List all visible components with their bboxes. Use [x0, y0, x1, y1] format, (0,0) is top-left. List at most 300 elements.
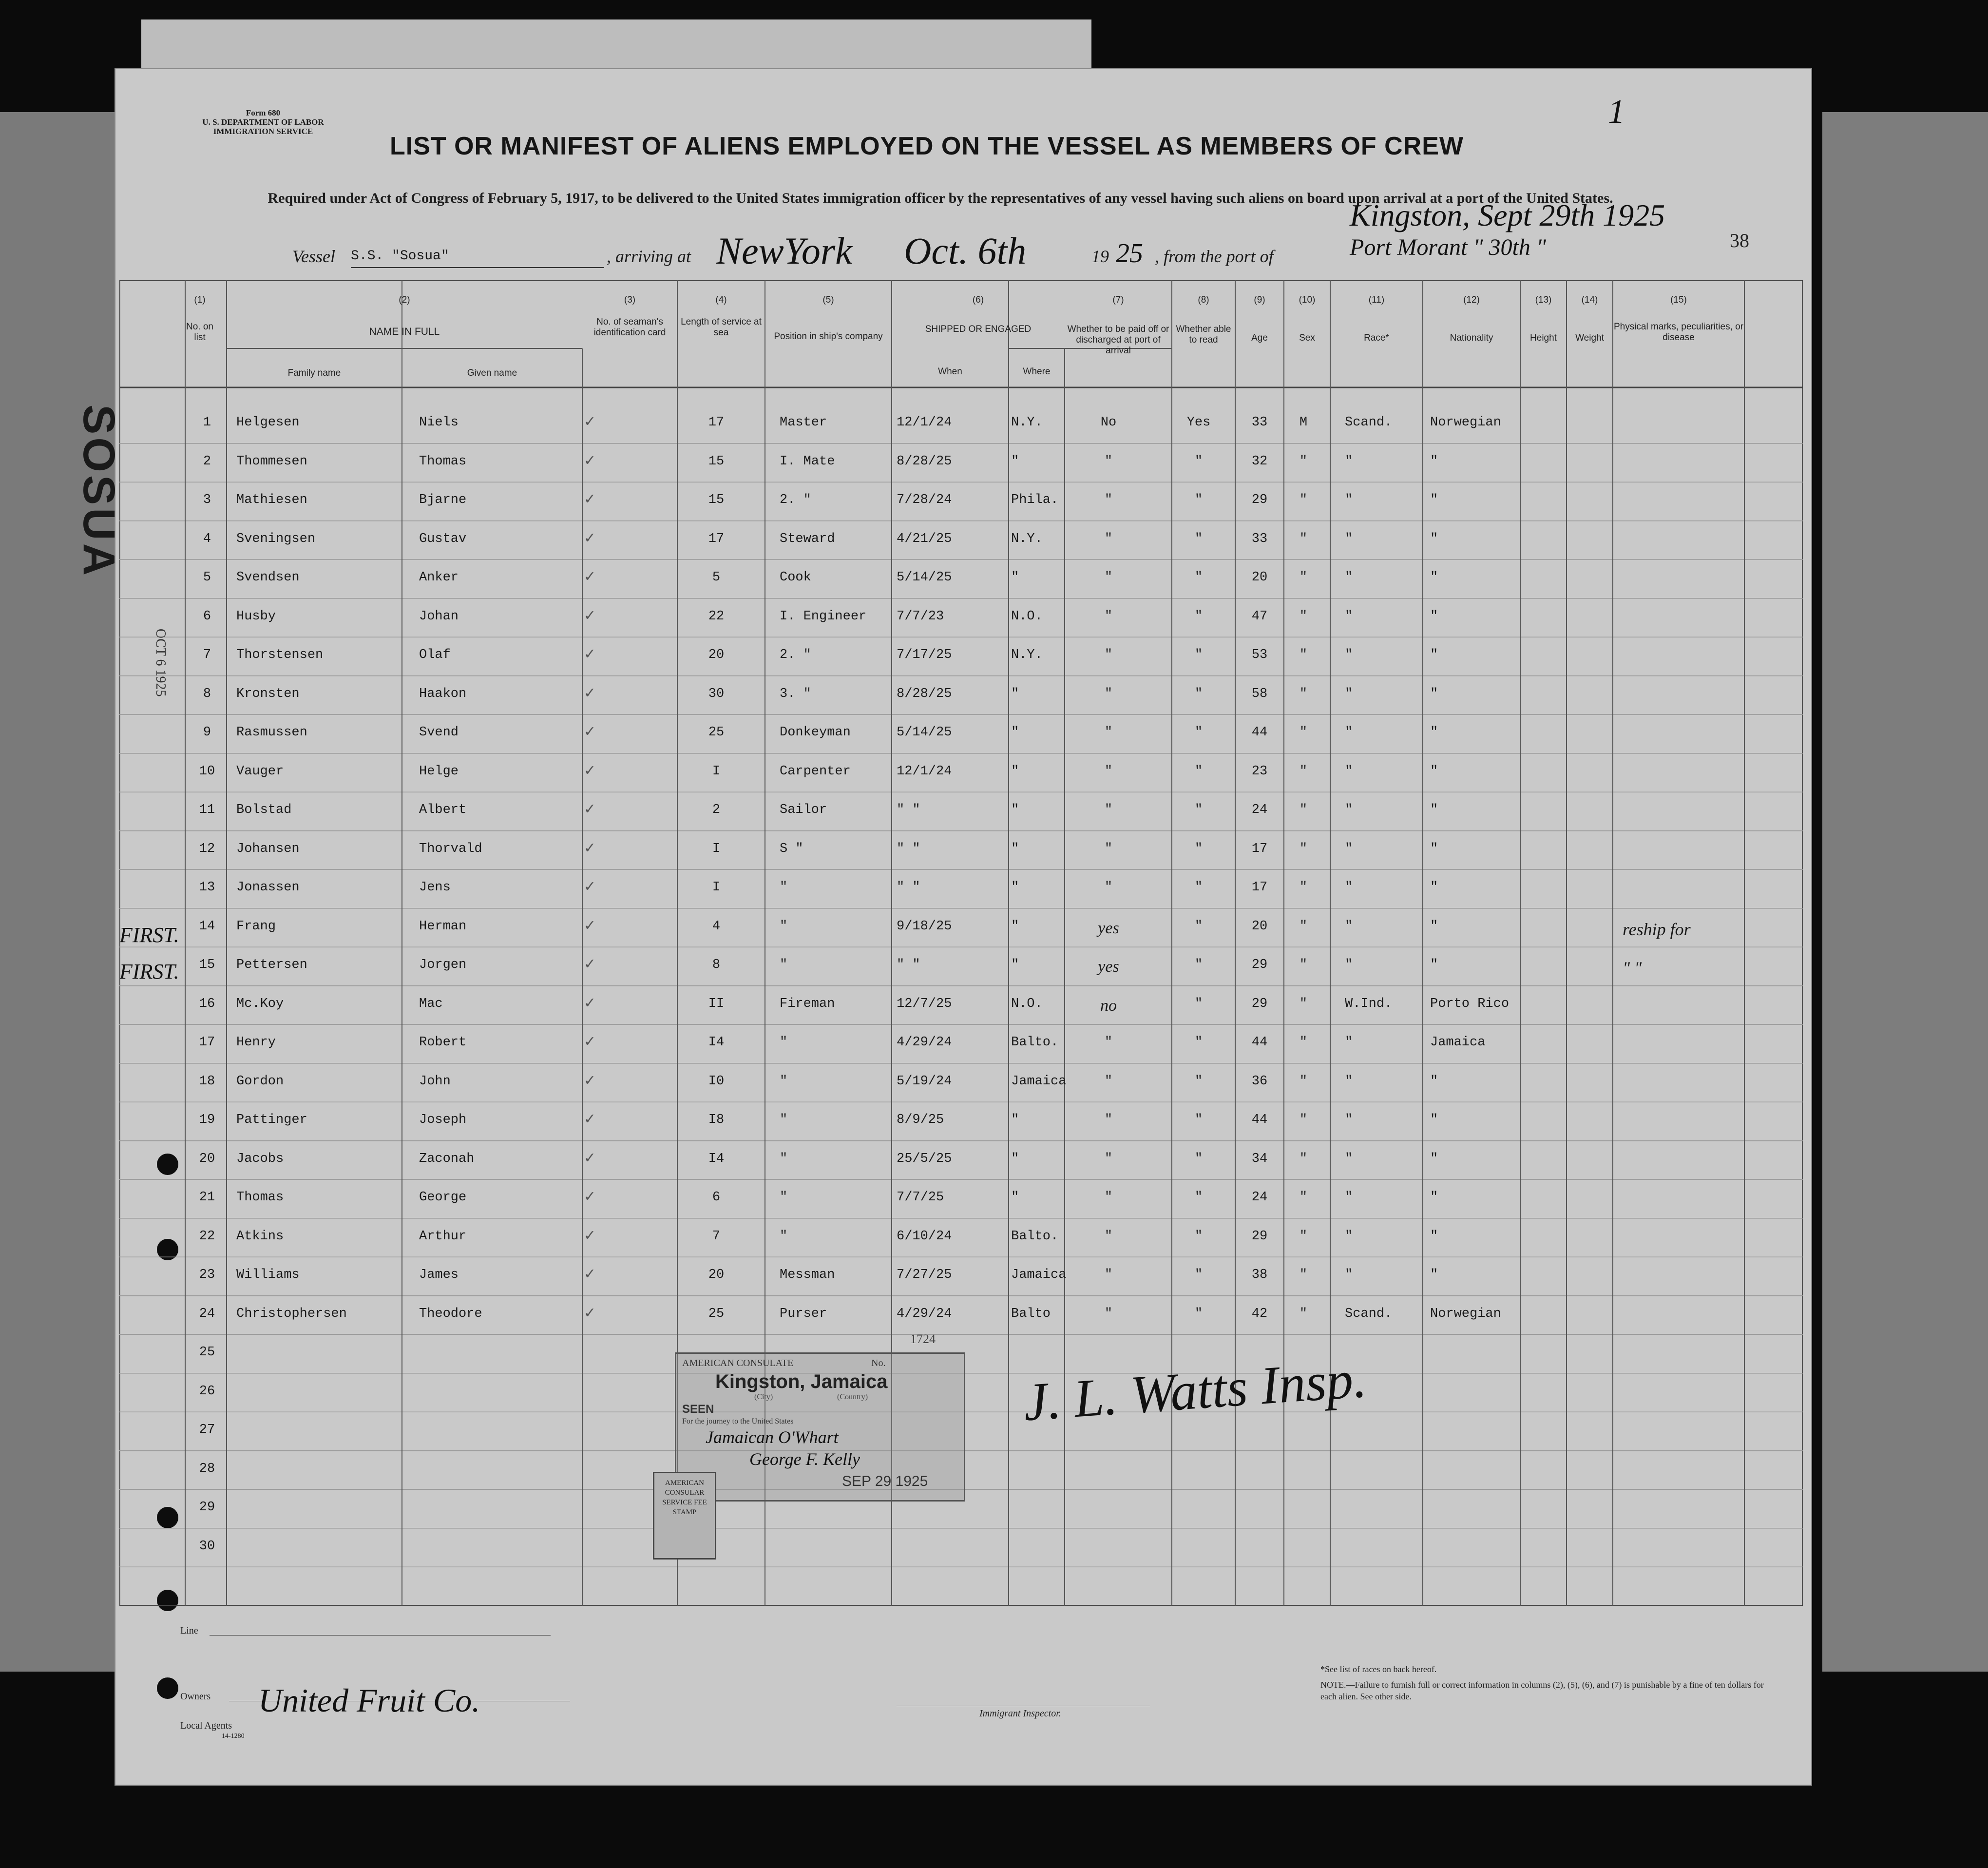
- cell-sex: ": [1299, 1268, 1308, 1282]
- cell-service-length: 6: [712, 1190, 721, 1205]
- cell-shipped-where: ": [1011, 880, 1019, 895]
- line-underline: [210, 1635, 551, 1636]
- cell-race: ": [1345, 880, 1353, 895]
- cell-given-name: Gustav: [419, 531, 467, 546]
- cell-given-name: George: [419, 1190, 467, 1205]
- col12-number: (12): [1463, 295, 1480, 305]
- cell-position: 2. ": [780, 493, 811, 507]
- cell-race: ": [1345, 1229, 1353, 1244]
- arrival-date: Oct. 6th: [904, 230, 1027, 272]
- cell-service-length: 8: [712, 958, 721, 972]
- cell-shipped-where: Balto.: [1011, 1229, 1059, 1244]
- cell-sex: ": [1299, 1306, 1308, 1321]
- page-title: LIST OR MANIFEST OF ALIENS EMPLOYED ON THE VESSEL AS MEMBERS OF CREW: [390, 132, 1464, 160]
- footer-inspector-label: Immigrant Inspector.: [979, 1708, 1061, 1719]
- adjacent-page-right: [1822, 112, 1988, 1672]
- cell-family-name: Jonassen: [236, 880, 300, 895]
- cell-service-length: II: [708, 996, 725, 1011]
- cell-sex: ": [1299, 1151, 1308, 1166]
- cell-row-number: 18: [199, 1074, 215, 1089]
- cell-given-name: Thorvald: [419, 841, 482, 856]
- cell-service-length: 17: [708, 415, 725, 430]
- cell-shipped-where: N.O.: [1011, 996, 1043, 1011]
- from-port-label: , from the port of: [1155, 247, 1274, 266]
- cell-sex: ": [1299, 609, 1308, 624]
- cell-family-name: Helgesen: [236, 415, 300, 430]
- cell-nationality: ": [1430, 725, 1438, 740]
- departure-port-1: Kingston, Sept 29th 1925: [1350, 198, 1665, 232]
- vessel-label: Vessel: [292, 247, 335, 266]
- cell-row-number: 3: [203, 493, 211, 507]
- cell-sex: ": [1299, 1190, 1308, 1205]
- cell-nationality: Jamaica: [1430, 1035, 1486, 1050]
- cell-service-length: I4: [708, 1151, 725, 1166]
- cell-row-number: 27: [199, 1423, 215, 1437]
- cell-race: ": [1345, 686, 1353, 701]
- cell-nationality: ": [1430, 454, 1438, 469]
- cell-row-number: 15: [199, 958, 215, 972]
- id-card-check-mark: ✓: [585, 801, 595, 819]
- form-number: Form 680: [246, 108, 281, 117]
- id-card-check-mark: ✓: [585, 1111, 595, 1129]
- cell-race: Scand.: [1345, 1306, 1393, 1321]
- owners-name: United Fruit Co.: [258, 1682, 480, 1719]
- stamp-no-label: No.: [871, 1358, 886, 1368]
- footer-line-label: Line: [180, 1625, 198, 1636]
- cell-shipped-when: 12/1/24: [897, 415, 952, 430]
- cell-shipped-when: " ": [897, 880, 920, 895]
- col-header-given-name: Given name: [467, 368, 517, 378]
- cell-sex: ": [1299, 725, 1308, 740]
- cell-service-length: 20: [708, 648, 725, 662]
- cell-service-length: 15: [708, 454, 725, 469]
- cell-family-name: Vauger: [236, 764, 284, 779]
- consulate-stamp: [675, 1332, 965, 1502]
- cell-service-length: 22: [708, 609, 725, 624]
- cell-shipped-where: N.Y.: [1011, 415, 1043, 430]
- cell-shipped-where: ": [1011, 841, 1019, 856]
- cell-shipped-when: 7/28/24: [897, 493, 952, 507]
- service-name: IMMIGRATION SERVICE: [213, 127, 313, 136]
- stamp-date: SEP 29 1925: [842, 1473, 928, 1489]
- cell-shipped-where: ": [1011, 570, 1019, 585]
- cell-row-number: 19: [199, 1113, 215, 1127]
- id-card-check-mark: ✓: [585, 491, 595, 509]
- cell-age: 20: [1251, 570, 1268, 585]
- cell-able-to-read: ": [1194, 919, 1203, 934]
- cell-position: 3. ": [780, 686, 811, 701]
- stamp-handwriting-2: George F. Kelly: [749, 1449, 860, 1469]
- form-identifier: [175, 108, 351, 136]
- cell-shipped-where: ": [1011, 454, 1019, 469]
- cell-sex: ": [1299, 1229, 1308, 1244]
- cell-able-to-read: ": [1194, 841, 1203, 856]
- cell-able-to-read: ": [1194, 1151, 1203, 1166]
- cell-sex: ": [1299, 686, 1308, 701]
- cell-sex: ": [1299, 919, 1308, 934]
- cell-position: ": [780, 919, 788, 934]
- cell-age: 24: [1251, 1190, 1268, 1205]
- cell-row-number: 1: [203, 415, 211, 430]
- cell-shipped-where: ": [1011, 803, 1019, 817]
- col-header-position: Position in ship's company: [774, 331, 883, 342]
- cell-paid-off: ": [1104, 1306, 1113, 1321]
- cell-position: Sailor: [780, 803, 827, 817]
- cell-age: 23: [1251, 764, 1268, 779]
- col5-number: (5): [822, 295, 834, 305]
- stamp-journey: For the journey to the United States: [682, 1417, 794, 1425]
- cell-paid-off: no: [1100, 996, 1117, 1015]
- cell-position: ": [780, 1035, 788, 1050]
- cell-able-to-read: ": [1194, 1190, 1203, 1205]
- arrival-port: NewYork: [716, 230, 852, 272]
- cell-shipped-when: 5/19/24: [897, 1074, 952, 1089]
- cell-age: 29: [1251, 1229, 1268, 1244]
- cell-service-length: 25: [708, 1306, 725, 1321]
- cell-sex: ": [1299, 1035, 1308, 1050]
- id-card-check-mark: ✓: [585, 878, 595, 897]
- cell-sex: ": [1299, 531, 1308, 546]
- cell-nationality: ": [1430, 570, 1438, 585]
- col-header-physical-marks: Physical marks, peculiarities, or disease: [1613, 322, 1744, 343]
- cell-shipped-when: 9/18/25: [897, 919, 952, 934]
- cell-nationality: ": [1430, 493, 1438, 507]
- cell-race: ": [1345, 531, 1353, 546]
- cell-given-name: John: [419, 1074, 451, 1089]
- cell-sex: ": [1299, 803, 1308, 817]
- cell-given-name: Albert: [419, 803, 467, 817]
- cell-shipped-where: ": [1011, 1190, 1019, 1205]
- cell-nationality: Porto Rico: [1430, 996, 1510, 1011]
- id-card-check-mark: ✓: [585, 1266, 595, 1284]
- col-header-race: Race*: [1364, 333, 1389, 343]
- cell-shipped-when: 7/27/25: [897, 1268, 952, 1282]
- cell-row-number: 5: [203, 570, 211, 585]
- cell-row-number: 21: [199, 1190, 215, 1205]
- cell-nationality: ": [1430, 1268, 1438, 1282]
- cell-paid-off: ": [1104, 493, 1113, 507]
- cell-family-name: Christophersen: [236, 1306, 347, 1321]
- cell-nationality: ": [1430, 1229, 1438, 1244]
- cell-row-number: 9: [203, 725, 211, 740]
- vessel-name: S.S. "Sosua": [351, 249, 449, 264]
- cell-race: ": [1345, 570, 1353, 585]
- col8-number: (8): [1198, 295, 1209, 305]
- cell-race: ": [1345, 1113, 1353, 1127]
- id-card-check-mark: ✓: [585, 956, 595, 974]
- cell-shipped-where: N.O.: [1011, 609, 1043, 624]
- cell-position: Steward: [780, 531, 835, 546]
- cell-position: ": [780, 1229, 788, 1244]
- cell-paid-off: ": [1104, 1074, 1113, 1089]
- cell-shipped-when: 25/5/25: [897, 1151, 952, 1166]
- cell-nationality: ": [1430, 958, 1438, 972]
- cell-shipped-when: 8/28/25: [897, 686, 952, 701]
- stamp-city: Kingston, Jamaica: [715, 1371, 888, 1392]
- cell-service-length: I0: [708, 1074, 725, 1089]
- cell-age: 53: [1251, 648, 1268, 662]
- cell-service-length: 25: [708, 725, 725, 740]
- id-card-check-mark: ✓: [585, 413, 595, 432]
- cell-age: 17: [1251, 880, 1268, 895]
- col-header-sex: Sex: [1299, 333, 1315, 343]
- cell-nationality: ": [1430, 1074, 1438, 1089]
- cell-row-number: 13: [199, 880, 215, 895]
- cell-nationality: ": [1430, 764, 1438, 779]
- cell-shipped-where: ": [1011, 1151, 1019, 1166]
- cell-shipped-when: 7/17/25: [897, 648, 952, 662]
- cell-service-length: I: [712, 764, 721, 779]
- cell-paid-off: ": [1104, 725, 1113, 740]
- cell-shipped-when: 12/7/25: [897, 996, 952, 1011]
- cell-age: 34: [1251, 1151, 1268, 1166]
- cell-position: ": [780, 1113, 788, 1127]
- cell-nationality: Norwegian: [1430, 415, 1501, 430]
- footer-form-ref: 14-1280: [222, 1733, 245, 1740]
- cell-given-name: Robert: [419, 1035, 467, 1050]
- cell-sex: ": [1299, 1074, 1308, 1089]
- cell-given-name: Helge: [419, 764, 459, 779]
- cell-position: Purser: [780, 1306, 827, 1321]
- col-header-service-length: Length of service at sea: [681, 317, 762, 338]
- cell-paid-off: yes: [1098, 919, 1119, 937]
- cell-service-length: 2: [712, 803, 721, 817]
- cell-shipped-when: 4/21/25: [897, 531, 952, 546]
- cell-sex: M: [1299, 415, 1308, 430]
- cell-row-number: 2: [203, 454, 211, 469]
- cell-nationality: ": [1430, 880, 1438, 895]
- arriving-label: , arriving at: [607, 247, 691, 266]
- cell-shipped-where: Balto: [1011, 1306, 1051, 1321]
- cell-given-name: Anker: [419, 570, 459, 585]
- cell-shipped-where: ": [1011, 1113, 1019, 1127]
- cell-paid-off: ": [1104, 1190, 1113, 1205]
- cell-service-length: I: [712, 880, 721, 895]
- cell-age: 20: [1251, 919, 1268, 934]
- cell-shipped-where: Jamaica: [1011, 1268, 1067, 1282]
- cell-position: Messman: [780, 1268, 835, 1282]
- cell-position: I. Engineer: [780, 609, 867, 624]
- date-stamp: OCT 6 1925: [153, 629, 168, 697]
- col-header-shipped-where: Where: [1023, 366, 1051, 377]
- cell-given-name: Herman: [419, 919, 467, 934]
- cell-given-name: Mac: [419, 996, 443, 1011]
- cell-sex: ": [1299, 880, 1308, 895]
- cell-given-name: Arthur: [419, 1229, 467, 1244]
- cell-sex: ": [1299, 570, 1308, 585]
- cell-race: ": [1345, 841, 1353, 856]
- cell-row-number: 28: [199, 1461, 215, 1476]
- id-card-check-mark: ✓: [585, 529, 595, 548]
- cell-position: S ": [780, 841, 803, 856]
- cell-nationality: ": [1430, 919, 1438, 934]
- cell-age: 44: [1251, 725, 1268, 740]
- footer-owners-label: Owners: [180, 1691, 211, 1702]
- id-card-check-mark: ✓: [585, 917, 595, 936]
- cell-family-name: Bolstad: [236, 803, 292, 817]
- cell-given-name: Niels: [419, 415, 459, 430]
- cell-able-to-read: ": [1194, 1229, 1203, 1244]
- cell-race: ": [1345, 493, 1353, 507]
- id-card-check-mark: ✓: [585, 1072, 595, 1091]
- col-header-family-name: Family name: [287, 368, 341, 378]
- cell-given-name: Thomas: [419, 454, 467, 469]
- cell-age: 29: [1251, 958, 1268, 972]
- cell-race: ": [1345, 919, 1353, 934]
- cell-row-number: 29: [199, 1500, 215, 1515]
- cell-age: 38: [1251, 1268, 1268, 1282]
- col-header-age: Age: [1251, 333, 1268, 343]
- cell-sex: ": [1299, 454, 1308, 469]
- col11-number: (11): [1368, 295, 1385, 305]
- cell-race: ": [1345, 609, 1353, 624]
- cell-given-name: Haakon: [419, 686, 467, 701]
- cell-shipped-where: Jamaica: [1011, 1074, 1067, 1089]
- col-header-paid-off: Whether to be paid off or discharged at port of arrival: [1067, 324, 1169, 356]
- cell-row-number: 25: [199, 1345, 215, 1360]
- cell-paid-off: ": [1104, 1151, 1113, 1166]
- cell-paid-off: ": [1104, 686, 1113, 701]
- col-header-shipped-when: When: [938, 366, 962, 377]
- cell-able-to-read: ": [1194, 454, 1203, 469]
- cell-able-to-read: ": [1194, 1074, 1203, 1089]
- cell-shipped-where: Balto.: [1011, 1035, 1059, 1050]
- cell-shipped-where: ": [1011, 958, 1019, 972]
- cell-paid-off: ": [1104, 454, 1113, 469]
- id-card-check-mark: ✓: [585, 839, 595, 858]
- cell-able-to-read: ": [1194, 996, 1203, 1011]
- cell-age: 24: [1251, 803, 1268, 817]
- cell-able-to-read: ": [1194, 648, 1203, 662]
- cell-position: Donkeyman: [780, 725, 851, 740]
- cell-able-to-read: ": [1194, 803, 1203, 817]
- cell-able-to-read: ": [1194, 725, 1203, 740]
- cell-given-name: Johan: [419, 609, 459, 624]
- cell-position: I. Mate: [780, 454, 835, 469]
- col-header-nationality: Nationality: [1450, 333, 1493, 343]
- cell-shipped-where: Phila.: [1011, 493, 1059, 507]
- department-name: U. S. DEPARTMENT OF LABOR: [202, 117, 324, 127]
- cell-family-name: Kronsten: [236, 686, 300, 701]
- cell-row-number: 22: [199, 1229, 215, 1244]
- cell-service-length: 7: [712, 1229, 721, 1244]
- first-mark-row-14: FIRST.: [119, 923, 179, 947]
- page-subtitle: Required under Act of Congress of February 5, 1917, to be delivered to the United States immigration officer by the representatives of any vessel having such aliens on board upon arrival at a port of the United States.: [268, 190, 1613, 206]
- cell-sex: ": [1299, 958, 1308, 972]
- cell-paid-off: ": [1104, 1268, 1113, 1282]
- col-header-shipped: SHIPPED OR ENGAGED: [925, 324, 1032, 334]
- cell-given-name: Jens: [419, 880, 451, 895]
- id-card-check-mark: ✓: [585, 1033, 595, 1052]
- id-card-check-mark: ✓: [585, 994, 595, 1013]
- cell-sex: ": [1299, 764, 1308, 779]
- cell-shipped-where: ": [1011, 919, 1019, 934]
- col13-number: (13): [1535, 295, 1552, 305]
- id-card-check-mark: ✓: [585, 684, 595, 703]
- cell-able-to-read: ": [1194, 609, 1203, 624]
- cell-shipped-when: " ": [897, 803, 920, 817]
- cell-service-length: 5: [712, 570, 721, 585]
- cell-service-length: I: [712, 841, 721, 856]
- cell-position: Fireman: [780, 996, 835, 1011]
- cell-paid-off: ": [1104, 609, 1113, 624]
- col2-number: (2): [399, 295, 410, 305]
- cell-shipped-where: ": [1011, 764, 1019, 779]
- cell-nationality: ": [1430, 803, 1438, 817]
- cell-sex: ": [1299, 996, 1308, 1011]
- cell-shipped-when: 7/7/25: [897, 1190, 944, 1205]
- cell-sex: ": [1299, 841, 1308, 856]
- cell-physical-marks: " ": [1623, 958, 1642, 978]
- cell-able-to-read: ": [1194, 570, 1203, 585]
- cell-able-to-read: ": [1194, 1268, 1203, 1282]
- cell-family-name: Sveningsen: [236, 531, 316, 546]
- id-card-check-mark: ✓: [585, 723, 595, 742]
- cell-row-number: 24: [199, 1306, 215, 1321]
- cell-row-number: 20: [199, 1151, 215, 1166]
- cell-given-name: Jorgen: [419, 958, 467, 972]
- cell-service-length: 20: [708, 1268, 725, 1282]
- year-prefix: 19: [1091, 247, 1109, 266]
- cell-row-number: 11: [199, 803, 215, 817]
- arrival-year: 25: [1116, 238, 1143, 269]
- cell-paid-off: yes: [1098, 958, 1119, 976]
- cell-age: 33: [1251, 531, 1268, 546]
- cell-nationality: ": [1430, 609, 1438, 624]
- cell-given-name: Svend: [419, 725, 459, 740]
- cell-race: ": [1345, 454, 1353, 469]
- cell-shipped-when: 8/28/25: [897, 454, 952, 469]
- col1-number: (1): [194, 295, 206, 305]
- cell-given-name: Theodore: [419, 1306, 482, 1321]
- cell-nationality: Norwegian: [1430, 1306, 1501, 1321]
- cell-service-length: 4: [712, 919, 721, 934]
- cell-shipped-when: 5/14/25: [897, 725, 952, 740]
- cell-given-name: James: [419, 1268, 459, 1282]
- cell-race: ": [1345, 1268, 1353, 1282]
- cell-race: ": [1345, 764, 1353, 779]
- cell-position: ": [780, 1151, 788, 1166]
- cell-shipped-when: 8/9/25: [897, 1113, 944, 1127]
- cell-service-length: 15: [708, 493, 725, 507]
- cell-family-name: Thorstensen: [236, 648, 324, 662]
- stamp-number: 1724: [910, 1332, 936, 1346]
- cell-family-name: Frang: [236, 919, 276, 934]
- cell-age: 32: [1251, 454, 1268, 469]
- cell-service-length: I4: [708, 1035, 725, 1050]
- footer-note-penalty: NOTE.—Failure to furnish full or correct information in columns (2), (5), (6), and (7) is punishable by a fine of ten dollars for each alien. See other side.: [1320, 1680, 1764, 1701]
- cell-age: 36: [1251, 1074, 1268, 1089]
- cell-sex: ": [1299, 648, 1308, 662]
- cell-able-to-read: ": [1194, 1113, 1203, 1127]
- cell-shipped-when: 5/14/25: [897, 570, 952, 585]
- cell-paid-off: ": [1104, 648, 1113, 662]
- cell-shipped-where: ": [1011, 686, 1019, 701]
- cell-race: ": [1345, 1151, 1353, 1166]
- cell-paid-off: ": [1104, 531, 1113, 546]
- cell-age: 42: [1251, 1306, 1268, 1321]
- cell-position: Carpenter: [780, 764, 851, 779]
- cell-age: 47: [1251, 609, 1268, 624]
- stamp-handwriting-1: Jamaican O'Whart: [706, 1427, 839, 1447]
- cell-nationality: ": [1430, 1151, 1438, 1166]
- cell-family-name: Mc.Koy: [236, 996, 284, 1011]
- col10-number: (10): [1299, 295, 1316, 305]
- vessel-underline: [351, 267, 604, 268]
- cell-race: W.Ind.: [1345, 996, 1393, 1011]
- cell-able-to-read: ": [1194, 764, 1203, 779]
- page-number: 1: [1608, 93, 1625, 131]
